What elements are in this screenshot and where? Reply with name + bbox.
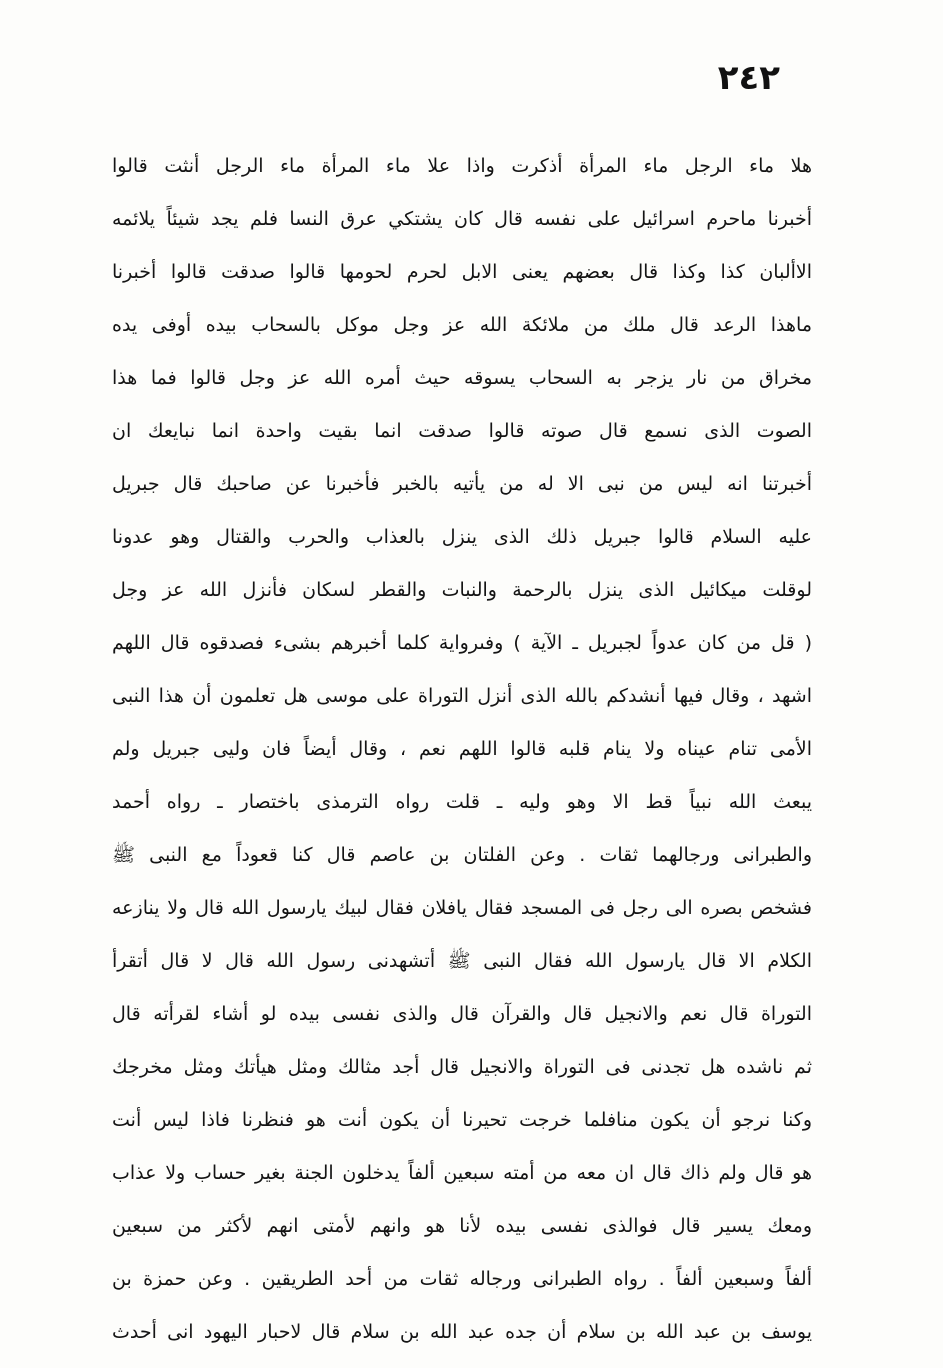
text-line: يبعث الله نبياً قط الا وهو وليه ـ قلت رواه الترمذى باختصار ـ رواه أحمد	[112, 791, 812, 813]
text-line: الكلام الا قال يارسول الله فقال النبى ﷺ أتشهدنى رسول الله قال لا قال أتقرأ	[112, 950, 812, 972]
page-number: ٢٤٢	[717, 58, 780, 98]
text-line: ( قل من كان عدواً لجبريل ـ الآية ) وفىرواية كلما أخبرهم بشىء فصدقوه قال اللهم	[112, 632, 812, 654]
text-line: وكنا نرجو أن يكون منافلما خرجت تحيرنا أن يكون أنت هو فنظرنا فاذا ليس أنت	[112, 1109, 812, 1131]
text-line: التوراة قال نعم والانجيل قال والقرآن قال والذى نفسى بيده لو أشاء لقرأته قال	[112, 1003, 812, 1025]
text-line: ومعك يسير قال فوالذى نفسى بيده لأنا هو وانهم لأمتى انهم لأكثر من سبعين	[112, 1215, 812, 1237]
text-line: ماهذا الرعد قال ملك من ملائكة الله عز وجل موكل بالسحاب بيده أوفى يده	[112, 314, 812, 336]
text-line: هلا ماء الرجل ماء المرأة أذكرت واذا علا ماء المرأة ماء الرجل أنثت قالوا	[112, 155, 812, 177]
text-line: ألفاً وسبعين ألفاً . رواه الطبرانى ورجاله ثقات من أحد الطريقين . وعن حمزة بن	[112, 1268, 812, 1290]
text-line: الصوت الذى نسمع قال صوته قالوا صدقت انما بقيت واحدة انما نبايعك ان	[112, 420, 812, 442]
text-line: الأمى تنام عيناه ولا ينام قلبه قالوا اللهم نعم ، وقال أيضاً فان وليى جبريل ولم	[112, 738, 812, 760]
text-line: أخبرتنا انه ليس من نبى الا له من يأتيه بالخبر فأخبرنا عن صاحبك قال جبريل	[112, 473, 812, 495]
body-text	[112, 140, 812, 1359]
text-line: يوسف بن عبد الله بن سلام أن جده عبد الله بن سلام قال لاحبار اليهود انى أحدث	[112, 1321, 812, 1343]
text-line: مخراق من نار يزجر به السحاب يسوقه حيث أمره الله عز وجل قالوا فما هذا	[112, 367, 812, 389]
text-line: أخبرنا ماحرم اسرائيل على نفسه قال كان يشتكي عرق النسا فلم يجد شيئاً يلائمه	[112, 208, 812, 230]
text-line: لوقلت ميكائيل الذى ينزل بالرحمة والنبات والقطر لسكان فأنزل الله عز وجل	[112, 579, 812, 601]
text-line: والطبرانى ورجالهما ثقات . وعن الفلتان بن عاصم قال كنا قعوداً مع النبى ﷺ	[112, 844, 812, 866]
text-line: فشخص بصره الى رجل فى المسجد فقال يافلان فقال لبيك يارسول الله قال ولا ينازعه	[112, 897, 812, 919]
text-line: الاألبان كذا وكذا قال بعضهم يعنى الابل لحرم لحومها قالوا صدقت قالوا أخبرنا	[112, 261, 812, 283]
text-line: ثم ناشده هل تجدنى فى التوراة والانجيل قال أجد مثالك ومثل هيأتك ومثل مخرجك	[112, 1056, 812, 1078]
text-line: هو قال ولم ذاك قال ان معه من أمته سبعين ألفاً يدخلون الجنة بغير حساب ولا عذاب	[112, 1162, 812, 1184]
text-line: عليه السلام قالوا جبريل ذلك الذى ينزل بالعذاب والحرب والقتال وهو عدونا	[112, 526, 812, 548]
text-line: اشهد ، وقال فيها أنشدكم بالله الذى أنزل التوراة على موسى هل تعلمون أن هذا النبى	[112, 685, 812, 707]
